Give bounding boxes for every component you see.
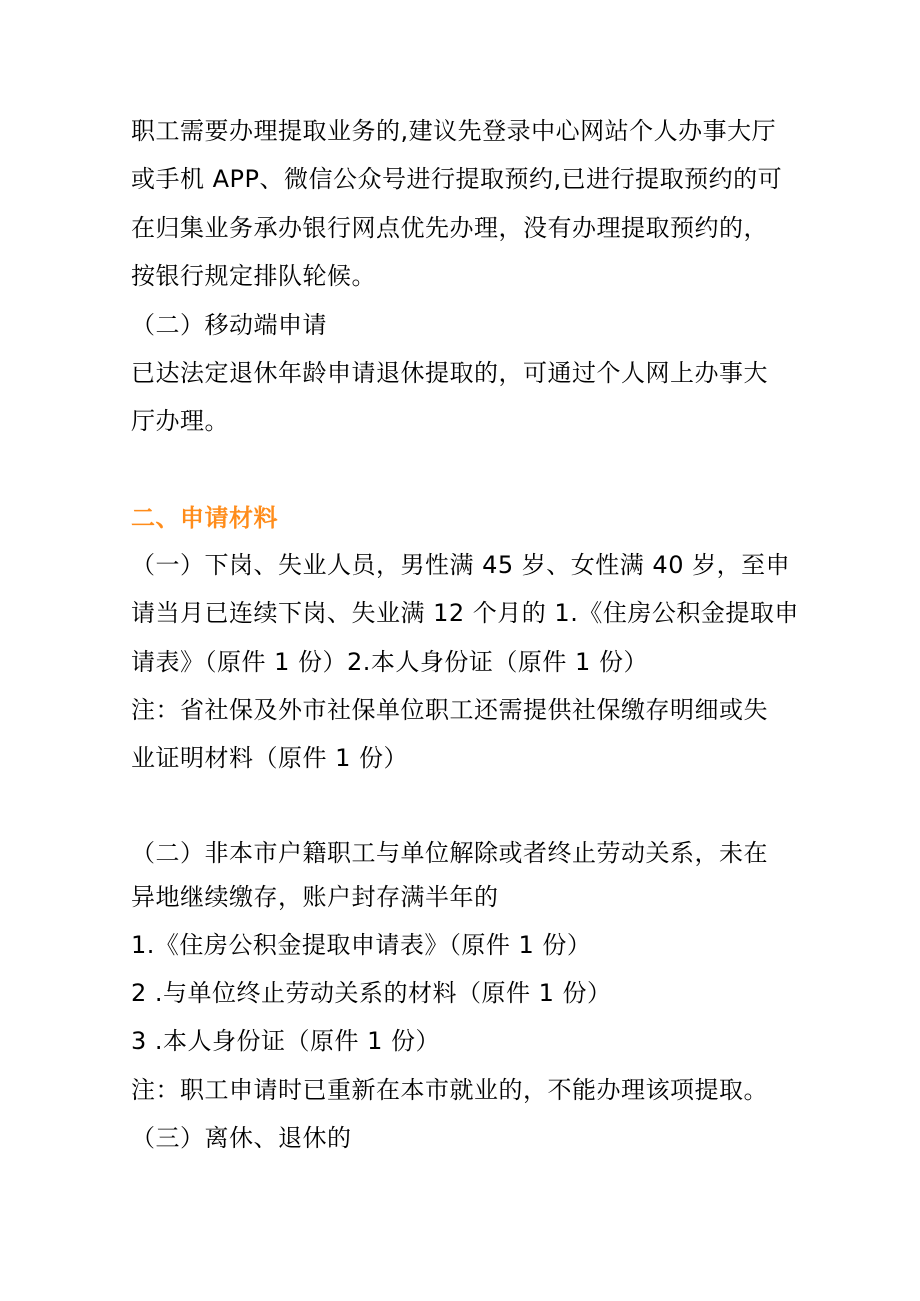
item2-list-item-1: 1.《住房公积金提取申请表》（原件 1 份） <box>131 931 592 959</box>
item2-list-item-2: 2 .与单位终止劳动关系的材料（原件 1 份） <box>131 979 612 1007</box>
intro-line-4: 按银行规定排队轮候。 <box>131 262 376 290</box>
item3-title: （三）离休、退休的 <box>131 1124 352 1152</box>
item1-line-3: 请表》（原件 1 份）2.本人身份证（原件 1 份） <box>131 648 648 676</box>
item1-note-line-1: 注：省社保及外市社保单位职工还需提供社保缴存明细或失 <box>131 696 768 724</box>
item2-list-item-3: 3 .本人身份证（原件 1 份） <box>131 1027 441 1055</box>
item1-note-line-2: 业证明材料（原件 1 份） <box>131 744 409 772</box>
mobile-section-line-1: 已达法定退休年龄申请退休提取的，可通过个人网上办事大 <box>131 359 768 387</box>
item2-line-2: 异地继续缴存，账户封存满半年的 <box>131 883 499 911</box>
item1-line-1: （一）下岗、失业人员，男性满 45 岁、女性满 40 岁，至申 <box>131 551 791 579</box>
intro-line-1: 职工需要办理提取业务的,建议先登录中心网站个人办事大厅 <box>131 117 777 145</box>
mobile-section-line-2: 厅办理。 <box>131 407 229 435</box>
item1-line-2: 请当月已连续下岗、失业满 12 个月的 1.《住房公积金提取申 <box>131 599 799 627</box>
materials-heading: 二、申请材料 <box>131 504 278 532</box>
mobile-section-title: （二）移动端申请 <box>131 311 327 339</box>
intro-line-2: 或手机 APP、微信公众号进行提取预约,已进行提取预约的可 <box>131 165 783 193</box>
intro-line-3: 在归集业务承办银行网点优先办理，没有办理提取预约的， <box>131 214 768 242</box>
item2-note: 注：职工申请时已重新在本市就业的，不能办理该项提取。 <box>131 1076 768 1104</box>
item2-line-1: （二）非本市户籍职工与单位解除或者终止劳动关系，未在 <box>131 839 768 867</box>
